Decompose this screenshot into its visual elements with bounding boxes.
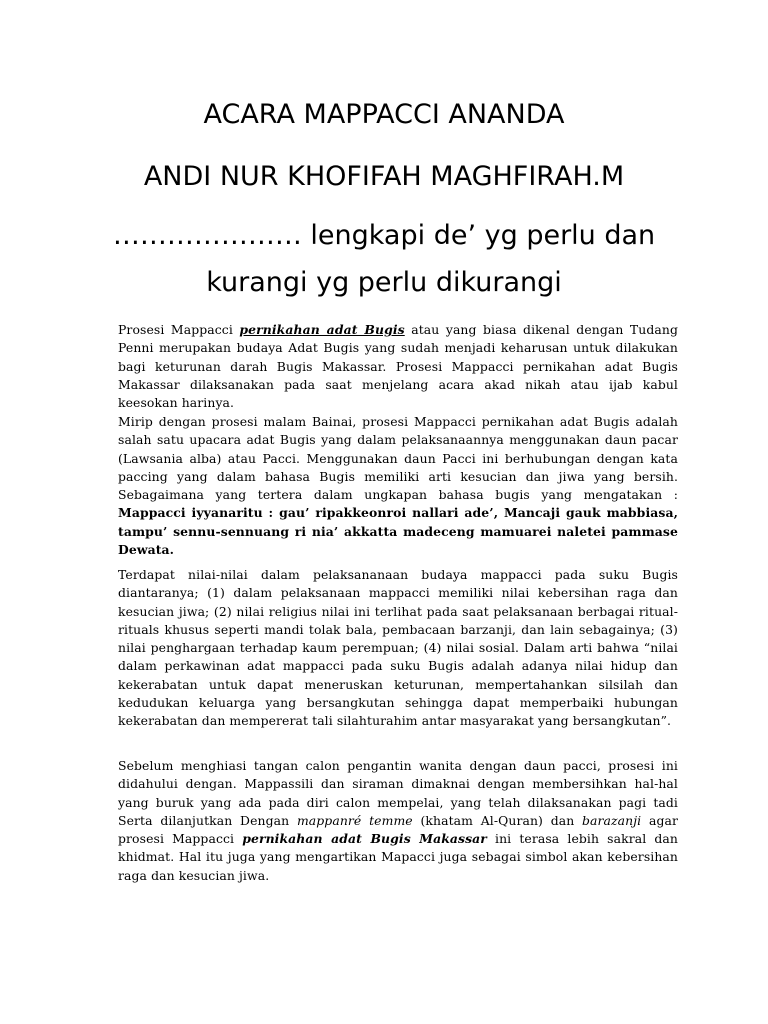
- paragraph-3: Terdapat nilai-nilai dalam pelaksananaan budaya mappacci pada suku Bugis diantaranya; (1) dalam pelaksanaan mappacci memiliki nilai kebersihan raga dan kesucian jiwa; (2) nilai religius nilai ini terlihat pada saat pelaksanaan berbagai ritual-rituals khusus seperti mandi tolak bala, pembacaan barzanji, dan lain sebagainya; (3) nilai penghargaan terhadap kaum perempuan; (4) nilai sosial. Dalam arti bahwa “nilai dalam perkawinan adat mappacci pada suku Bugis adalah adanya nilai hidup dan kekerabatan untuk dapat meneruskan keturunan, mempertahankan silsilah dan kedudukan keluarga yang bersangkutan sehingga dapat memperbaiki hubungan kekerabatan dan mempererat tali silahturahim antar masyarakat yang bersangkutan”.: [118, 567, 678, 729]
- paragraph-2: [118, 413, 678, 559]
- paragraph-4-text-c: (khatam Al-Quran) dan: [412, 812, 583, 828]
- paragraph-1-text-c: atau yang biasa dikenal dengan Tudang Penni merupakan budaya Adat Bugis yang sudah menjadi keharusan untuk dilakukan bagi keturunan darah Bugis Makassar. Prosesi Mappacci pernikahan adat Bugis Makassar dilaksanakan pada saat menjelang acara akad nikah atau ijab kabul keesokan harinya.: [118, 322, 679, 411]
- document-title-line-4: kurangi yg perlu dikurangi: [206, 267, 562, 298]
- bugis-expression-quote: Mappacci iyyanaritu : gau’ ripakkeonroi nallari ade’, Mancaji gauk mabbiasa, tampu’ sennu-sennuang ri nia’ akkatta madeceng mamuarei naletei pammase Dewata.: [118, 505, 678, 558]
- paragraph-4-text-e: agar prosesi Mappacci: [118, 812, 679, 847]
- paragraph-1-text-a: Prosesi Mappacci: [118, 322, 240, 337]
- paragraph-4-text-g: ini terasa lebih sakral dan khidmat. Hal itu juga yang mengartikan Mapacci juga sebagai simbol akan kebersihan raga dan kesucian jiwa.: [118, 831, 678, 883]
- paragraph-2-text-a: Mirip dengan prosesi malam Bainai, prosesi Mappacci pernikahan adat Bugis adalah salah satu upacara adat Bugis yang dalam pelaksanaannya menggunakan daun pacar (Lawsania alba) atau Pacci. Menggunakan daun Pacci ini berhubungan dengan kata paccing yang dalam bahasa Bugis memiliki arti kesucian dan jiwa yang bersih. Sebagaimana yang tertera dalam ungkapan bahasa bugis yang mengatakan :: [118, 414, 678, 503]
- paragraph-4-text-a: Sebelum menghiasi tangan calon pengantin wanita dengan daun pacci, prosesi ini didahului dengan. Mappassili dan siraman dimaknai dengan membersihkan hal-hal yang buruk yang ada pada diri calon mempelai, yang telah dilaksanakan pagi tadi Serta dilanjutkan Dengan: [118, 758, 678, 828]
- document-title-line-1: ACARA MAPPACCI ANANDA: [203, 99, 565, 130]
- document-title-line-3: ………………… lengkapi de’ yg perlu dan: [112, 220, 656, 251]
- mappanre-temme-term: mappanré temme: [296, 812, 413, 828]
- document-title-line-2: ANDI NUR KHOFIFAH MAGHFIRAH.M: [143, 161, 625, 192]
- barazanji-term: barazanji: [582, 812, 642, 828]
- pernikahan-adat-bugis-link[interactable]: pernikahan adat Bugis: [239, 322, 405, 337]
- pernikahan-adat-bugis-makassar-term: pernikahan adat Bugis Makassar: [242, 831, 487, 847]
- paragraph-1: [118, 321, 678, 412]
- paragraph-4: [118, 757, 678, 885]
